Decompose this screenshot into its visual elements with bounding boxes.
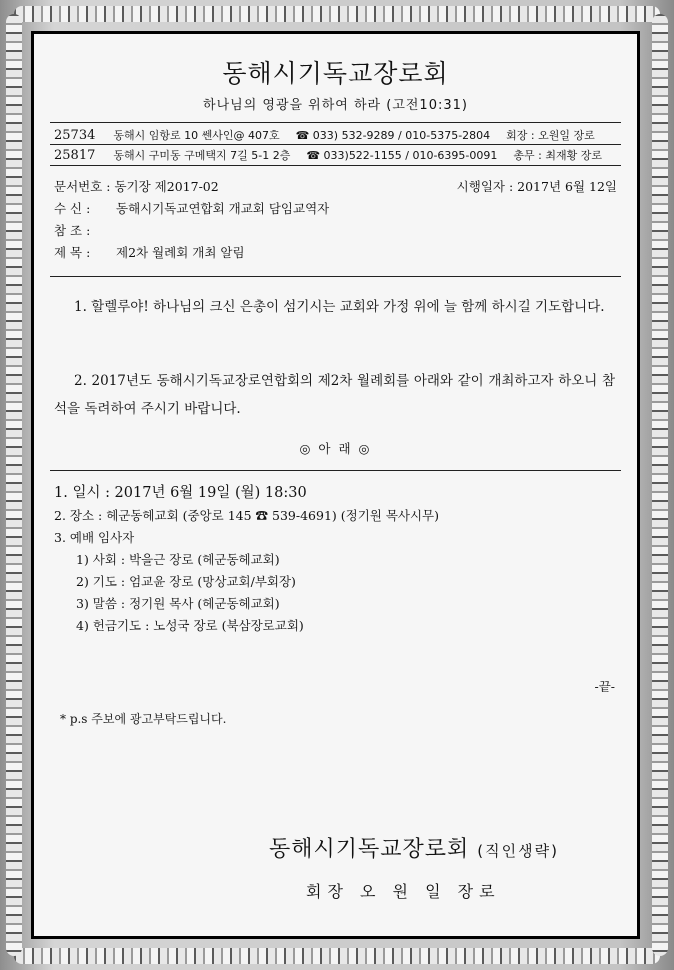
officer: 총무 : 최재황 장로 <box>513 149 602 162</box>
document-page <box>31 31 640 939</box>
reference-label: 참 조 : <box>54 223 91 238</box>
address-row <box>54 127 617 143</box>
phone: ☎ 033) 532-9289 / 010-5375-2804 <box>295 129 491 142</box>
role-item: 2) 기도 : 엄교윤 장로 (망상교회/부회장) <box>76 574 296 589</box>
role-item: 4) 헌금기도 : 노성국 장로 (북삼장로교회) <box>76 618 304 633</box>
paragraph-2-text: 2. 2017년도 동해시기독교장로연합회의 제2차 월례회를 아래와 같이 개최하고자 하오니 참석을 독려하여 주시기 바랍니다. <box>54 373 615 417</box>
paragraph-1-text: 1. 할렐루야! 하나님의 크신 은총이 섬기시는 교회와 가정 위에 늘 함께 하시길 기도합니다. <box>74 299 605 315</box>
divider <box>50 122 621 123</box>
seal-omitted: (직인생략) <box>477 842 559 860</box>
service-heading: 3. 예배 임사자 <box>54 530 135 545</box>
paragraph-1 <box>54 293 615 321</box>
subject-value: 제2차 월례회 개최 알림 <box>116 245 245 260</box>
signature-org <box>269 832 559 863</box>
role-item: 3) 말씀 : 정기원 목사 (헤군동헤교회) <box>76 596 280 611</box>
divider <box>50 470 621 471</box>
signature-org-name: 동해시기독교장로회 <box>269 837 470 862</box>
officer: 회장 : 오원일 장로 <box>506 129 595 142</box>
chain-border-top <box>14 6 660 22</box>
divider <box>50 276 621 277</box>
issue-date <box>457 177 617 195</box>
postcode: 25817 <box>54 148 96 163</box>
address: 동해시 임항로 10 쎈사인@ 407호 <box>113 129 280 142</box>
below-heading: ◎ 아 래 ◎ <box>299 441 372 456</box>
address-row <box>54 147 617 163</box>
subject <box>54 243 245 261</box>
address: 동해시 구미동 구메택지 7길 5-1 2층 <box>113 149 291 162</box>
chain-border-bottom <box>14 948 660 964</box>
doc-number <box>54 177 219 195</box>
recipient-value: 동해시기독교연합회 개교회 담임교역자 <box>116 201 330 216</box>
issue-date-label: 시행일자 : <box>456 179 514 194</box>
document-title: 동해시기독교장로회 <box>222 59 449 88</box>
reference <box>54 221 116 239</box>
president-signature: 회장 오 원 일 장로 <box>306 882 501 901</box>
recipient-label: 수 신 : <box>54 201 91 216</box>
doc-number-value: 동기장 제2017-02 <box>114 179 219 194</box>
postcode: 25734 <box>54 128 96 143</box>
postscript: * p.s 주보에 광고부탁드립니다. <box>60 712 227 726</box>
role-item: 1) 사회 : 박을근 장로 (헤군동헤교회) <box>76 552 280 567</box>
phone: ☎ 033)522-1155 / 010-6395-0091 <box>306 149 498 162</box>
issue-date-value: 2017년 6월 12일 <box>517 179 617 194</box>
motto: 하나님의 영광을 위하여 하라 (고전10:31) <box>203 98 468 113</box>
paragraph-2 <box>54 367 615 423</box>
recipient <box>54 199 329 217</box>
event-time: 1. 일시 : 2017년 6월 19일 (월) 18:30 <box>54 485 307 501</box>
chain-border-left <box>6 14 22 956</box>
divider <box>50 144 621 145</box>
divider <box>50 165 621 166</box>
chain-border-right <box>652 14 668 956</box>
event-place: 2. 장소 : 헤군동헤교회 (중앙로 145 ☎ 539-4691) (정기원 목사시무) <box>54 508 440 523</box>
subject-label: 제 목 : <box>54 245 91 260</box>
doc-number-label: 문서번호 : <box>54 179 111 194</box>
end-mark: -끝- <box>594 679 615 694</box>
